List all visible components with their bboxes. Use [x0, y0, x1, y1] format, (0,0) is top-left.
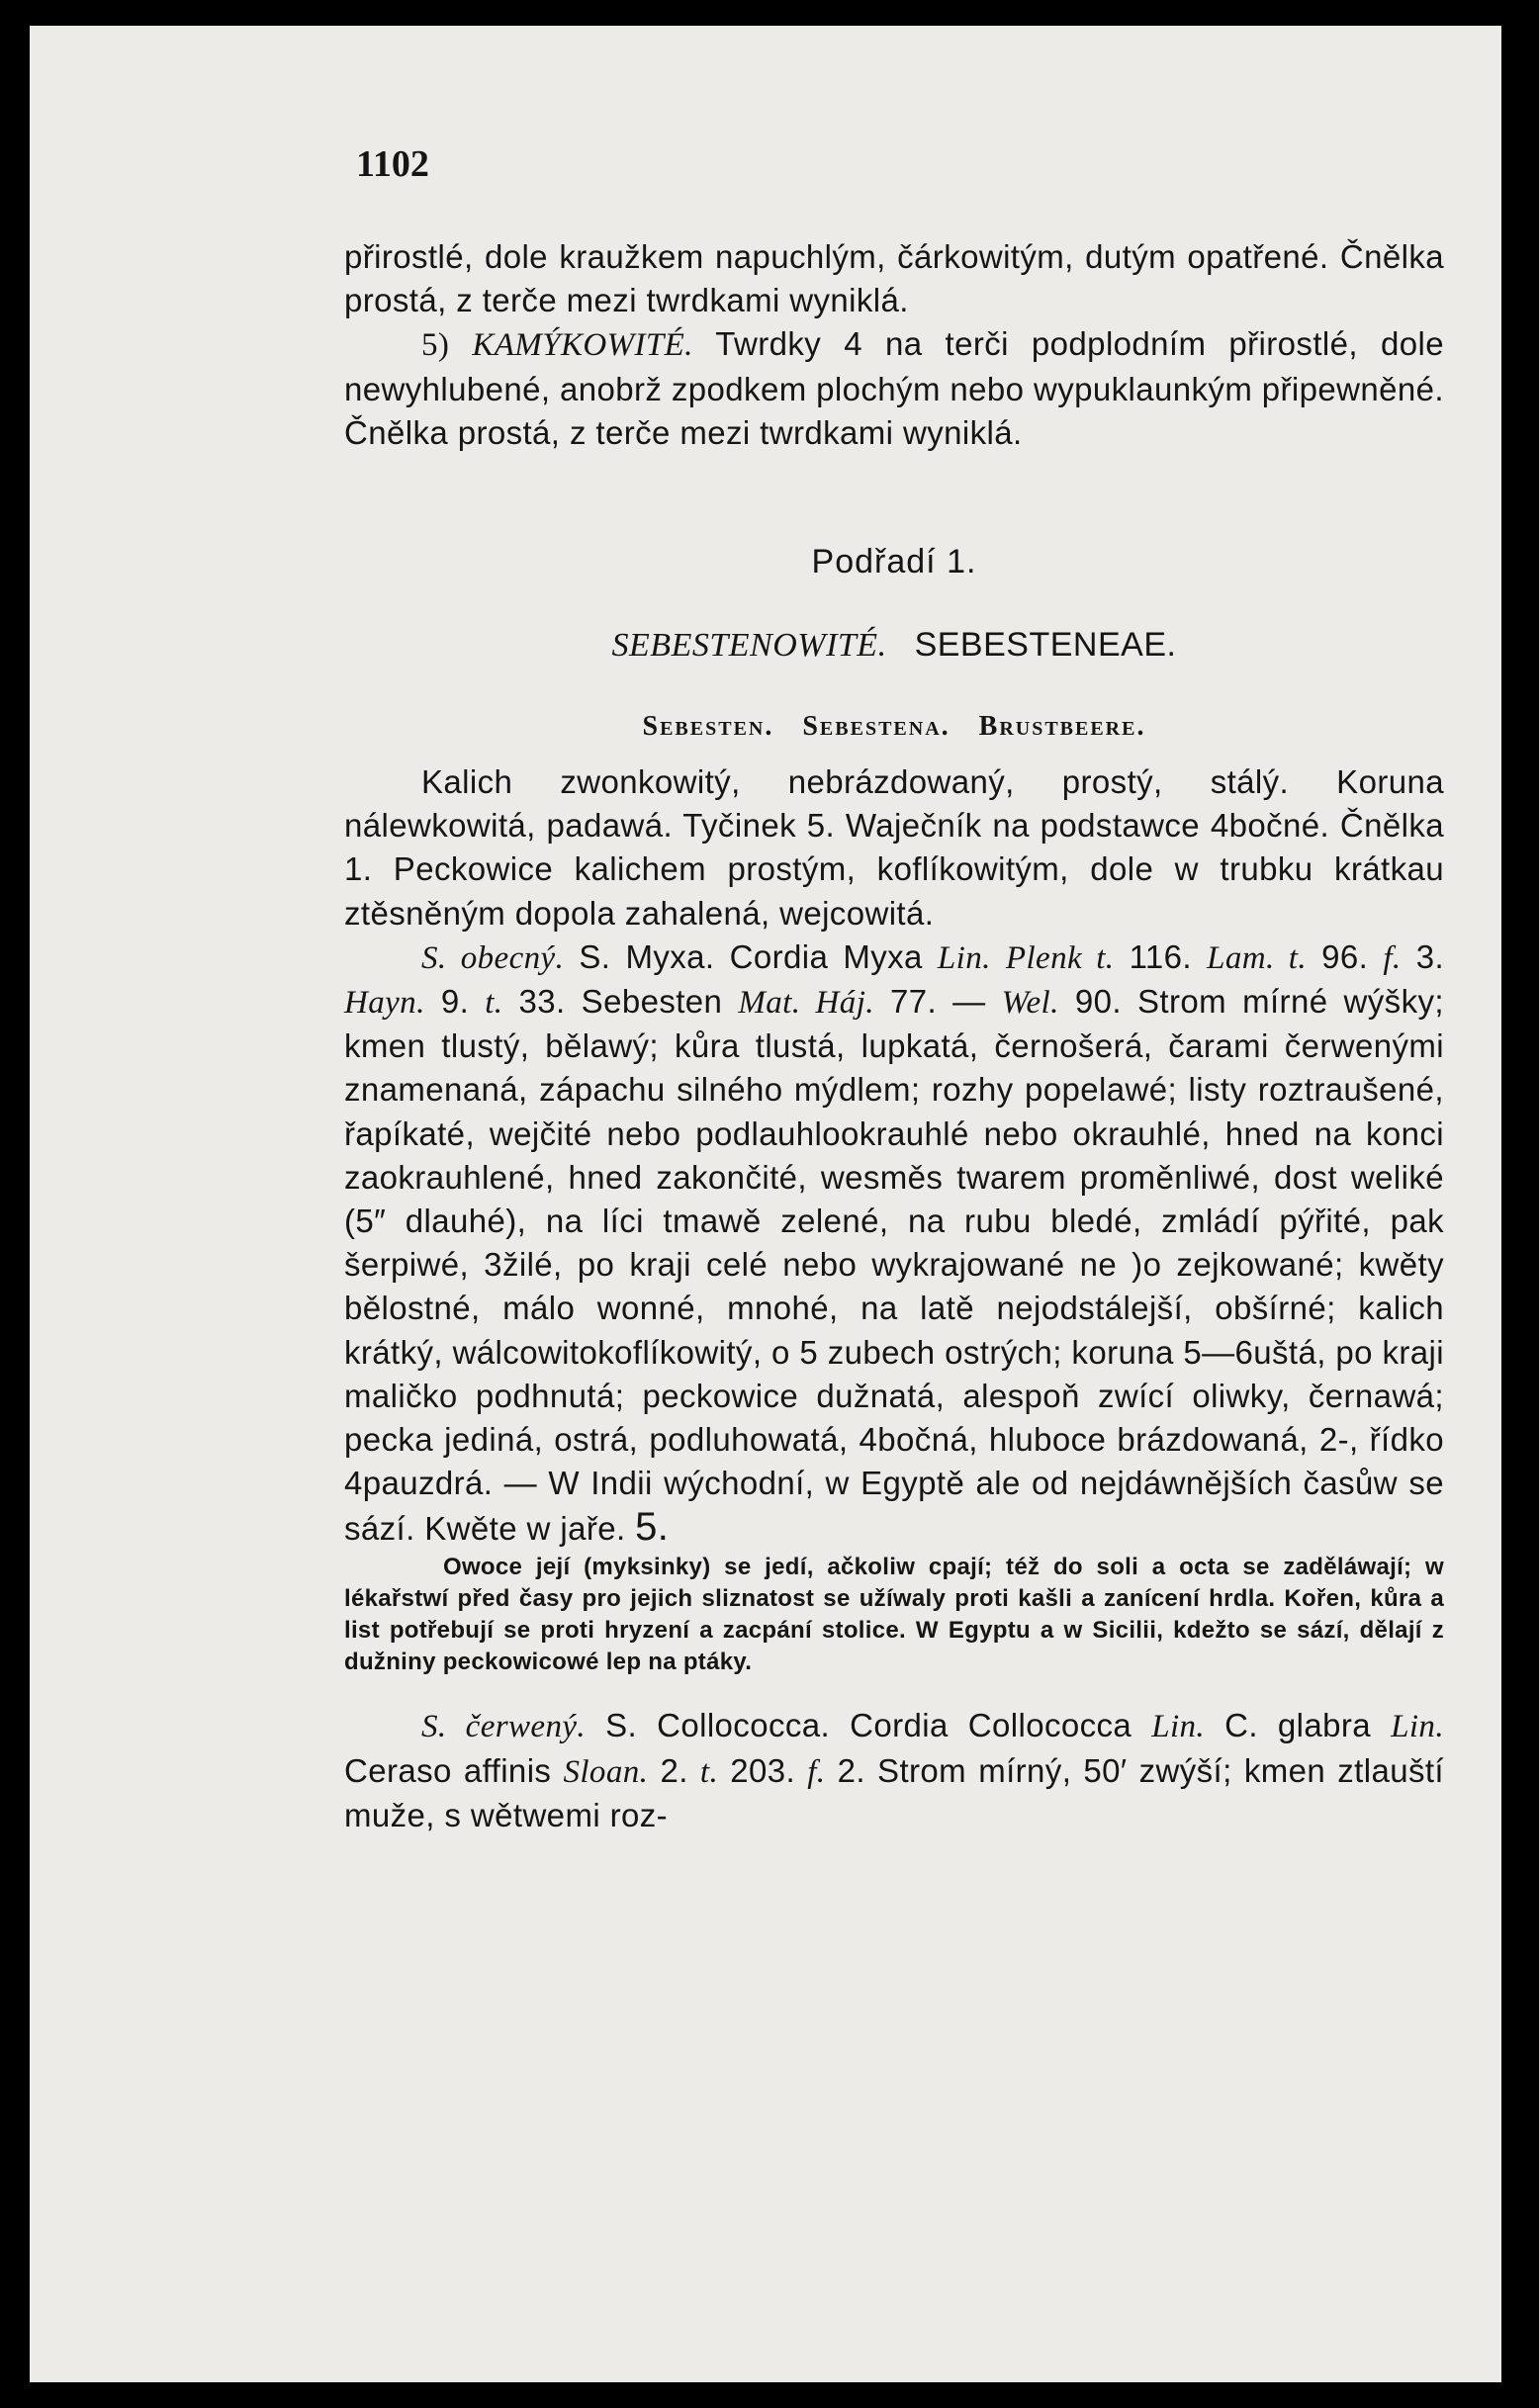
order-title: Podřadí 1.: [811, 543, 977, 581]
author-abbrev: t.: [699, 1753, 719, 1790]
reference-number: 116.: [1129, 937, 1192, 975]
author-abbrev: Lin.: [1391, 1709, 1444, 1745]
reference-number: 9.: [440, 983, 470, 1021]
species-obecny-name: S. obecný.: [421, 939, 565, 976]
author-abbrev: Lin.: [1151, 1709, 1206, 1745]
family-latin-name: SEBESTENEAE.: [914, 626, 1177, 665]
synonym-text: S. Collococca. Cordia Collococca: [605, 1707, 1132, 1744]
vernacular-names: [344, 707, 1444, 747]
kamykowite-text: Twrdky 4 na terči podplodním přirostlé, dole newyhlubené, anobrž zpodkem plochým nebo wypuklaunkým připewněné. Čnělka prostá, z terče mezi twrdkami wyniklá.: [344, 325, 1444, 451]
author-abbrev: Hayn.: [344, 985, 425, 1022]
vernacular-name: Sebestena.: [802, 711, 951, 743]
species-obecny-paragraph: [344, 936, 1444, 1552]
author-abbrev: Sloan.: [563, 1753, 649, 1790]
species-description: 90. Strom mírné wýšky; kmen tlustý, bělawý; kůra tlustá, lupkatá, černošerá, čarami čerwenými znamenaná, zápachu silného mýdlem; rozhy popelawé; listy roztraušené, řapíkaté, wejčité nebo podlauhlookrauhlé nebo okrauhlé, hned na konci zaokrauhlené, hned zakončité, wesměs twarem proměnliwé, dost weliké (5″ dlauhé), na líci tmawě zelené, na rubu bledé, zmládí pýřité, pak šerpiwé, 3žilé, po kraji celé nebo wykrajowané ne )o zejkowané; kwěty bělostné, málo wonné, mnohé, na latě nejodstálejší, obšírné; kalich krátký, wálcowitokoflíkowitý, o 5 zubech ostrých; koruna 5—6uštá, po kraji maličko podhnutá; peckowice dužnatá, alespoň zwící oliwky, černawá; pecka jediná, ostrá, podluhowatá, 4bočná, hluboce brázdowaná, 2-, řídko 4pauzdrá. — W Indii wýchodní, w Egyptě ale od nejdáwnějších časůw se sází. Kwěte w jaře.: [344, 983, 1444, 1548]
family-description: Kalich zwonkowitý, nebrázdowaný, prostý, stálý. Koruna nálewkowitá, padawá. Tyčinek 5. Waječník na podstawce 4bočné. Čnělka 1. Peckowice kalichem prostým, koflíkowitým, dole w trubku krátkau ztěsněným dopola zahalená, wejcowitá.: [344, 763, 1444, 932]
author-abbrev: Plenk t.: [1005, 939, 1115, 976]
author-abbrev: Lin.: [937, 939, 991, 976]
page-number: 1102: [356, 143, 429, 185]
author-abbrev: Lam. t.: [1207, 939, 1308, 976]
author-abbrev: Mat. Háj.: [738, 985, 874, 1022]
reference-number: 2.: [660, 1751, 688, 1789]
synonym-text: S. Myxa. Cordia Myxa: [579, 937, 923, 975]
reference-number: 77. —: [890, 983, 986, 1021]
author-abbrev: f.: [1383, 939, 1402, 976]
family-heading: [344, 623, 1444, 668]
reference-number: 203.: [730, 1751, 796, 1789]
synonym-text: C. glabra: [1224, 1707, 1372, 1744]
species-description: 2. Strom mírný, 50′ zwýší; kmen ztlauští muže, s wětwemi roz-: [344, 1751, 1444, 1833]
kamykowite-number: 5): [421, 327, 450, 364]
species-cerweny-paragraph: [344, 1704, 1444, 1837]
author-abbrev: f.: [807, 1753, 826, 1790]
page-sheet: [30, 26, 1501, 2382]
reference-number: 96.: [1321, 937, 1369, 975]
synonym-text: Ceraso affinis: [344, 1751, 552, 1789]
author-abbrev: Wel.: [1001, 985, 1059, 1022]
author-abbrev: t.: [485, 985, 503, 1022]
species-cerweny-name: S. čerwený.: [421, 1709, 587, 1745]
family-czech-name: SEBESTENOWITÉ.: [611, 627, 887, 665]
kamykowite-heading: KAMÝKOWITÉ.: [472, 327, 693, 364]
vernacular-name: Sebesten.: [642, 711, 774, 743]
intro-paragraph: přirostlé, dole kraužkem napuchlým, čárkowitým, dutým opatřené. Čnělka prostá, z terče mezi twrdkami wyniklá.: [344, 238, 1444, 319]
footnote-text: Owoce její (myksinky) se jedí, ačkoliw cpají; též do soli a octa se zaděláwají; w lékařstwí před časy pro jejich sliznatost se užíwaly proti kašli a zanícení hrdla. Kořen, kůra a list potřebují se proti hryzení a zacpání stolice. W Egyptu a w Sicilii, kdežto se sází, dělají z dužniny peckowicowé lep na ptáky.: [344, 1553, 1444, 1676]
reference-number: 3.: [1415, 937, 1445, 975]
page-content: [344, 142, 1444, 1837]
vernacular-name: Brustbeere.: [978, 711, 1146, 743]
flowering-mark: 5.: [635, 1505, 670, 1550]
kamykowite-paragraph: [344, 322, 1444, 455]
reference-text: 33. Sebesten: [518, 983, 723, 1021]
footnote-paragraph: [344, 1552, 1444, 1679]
